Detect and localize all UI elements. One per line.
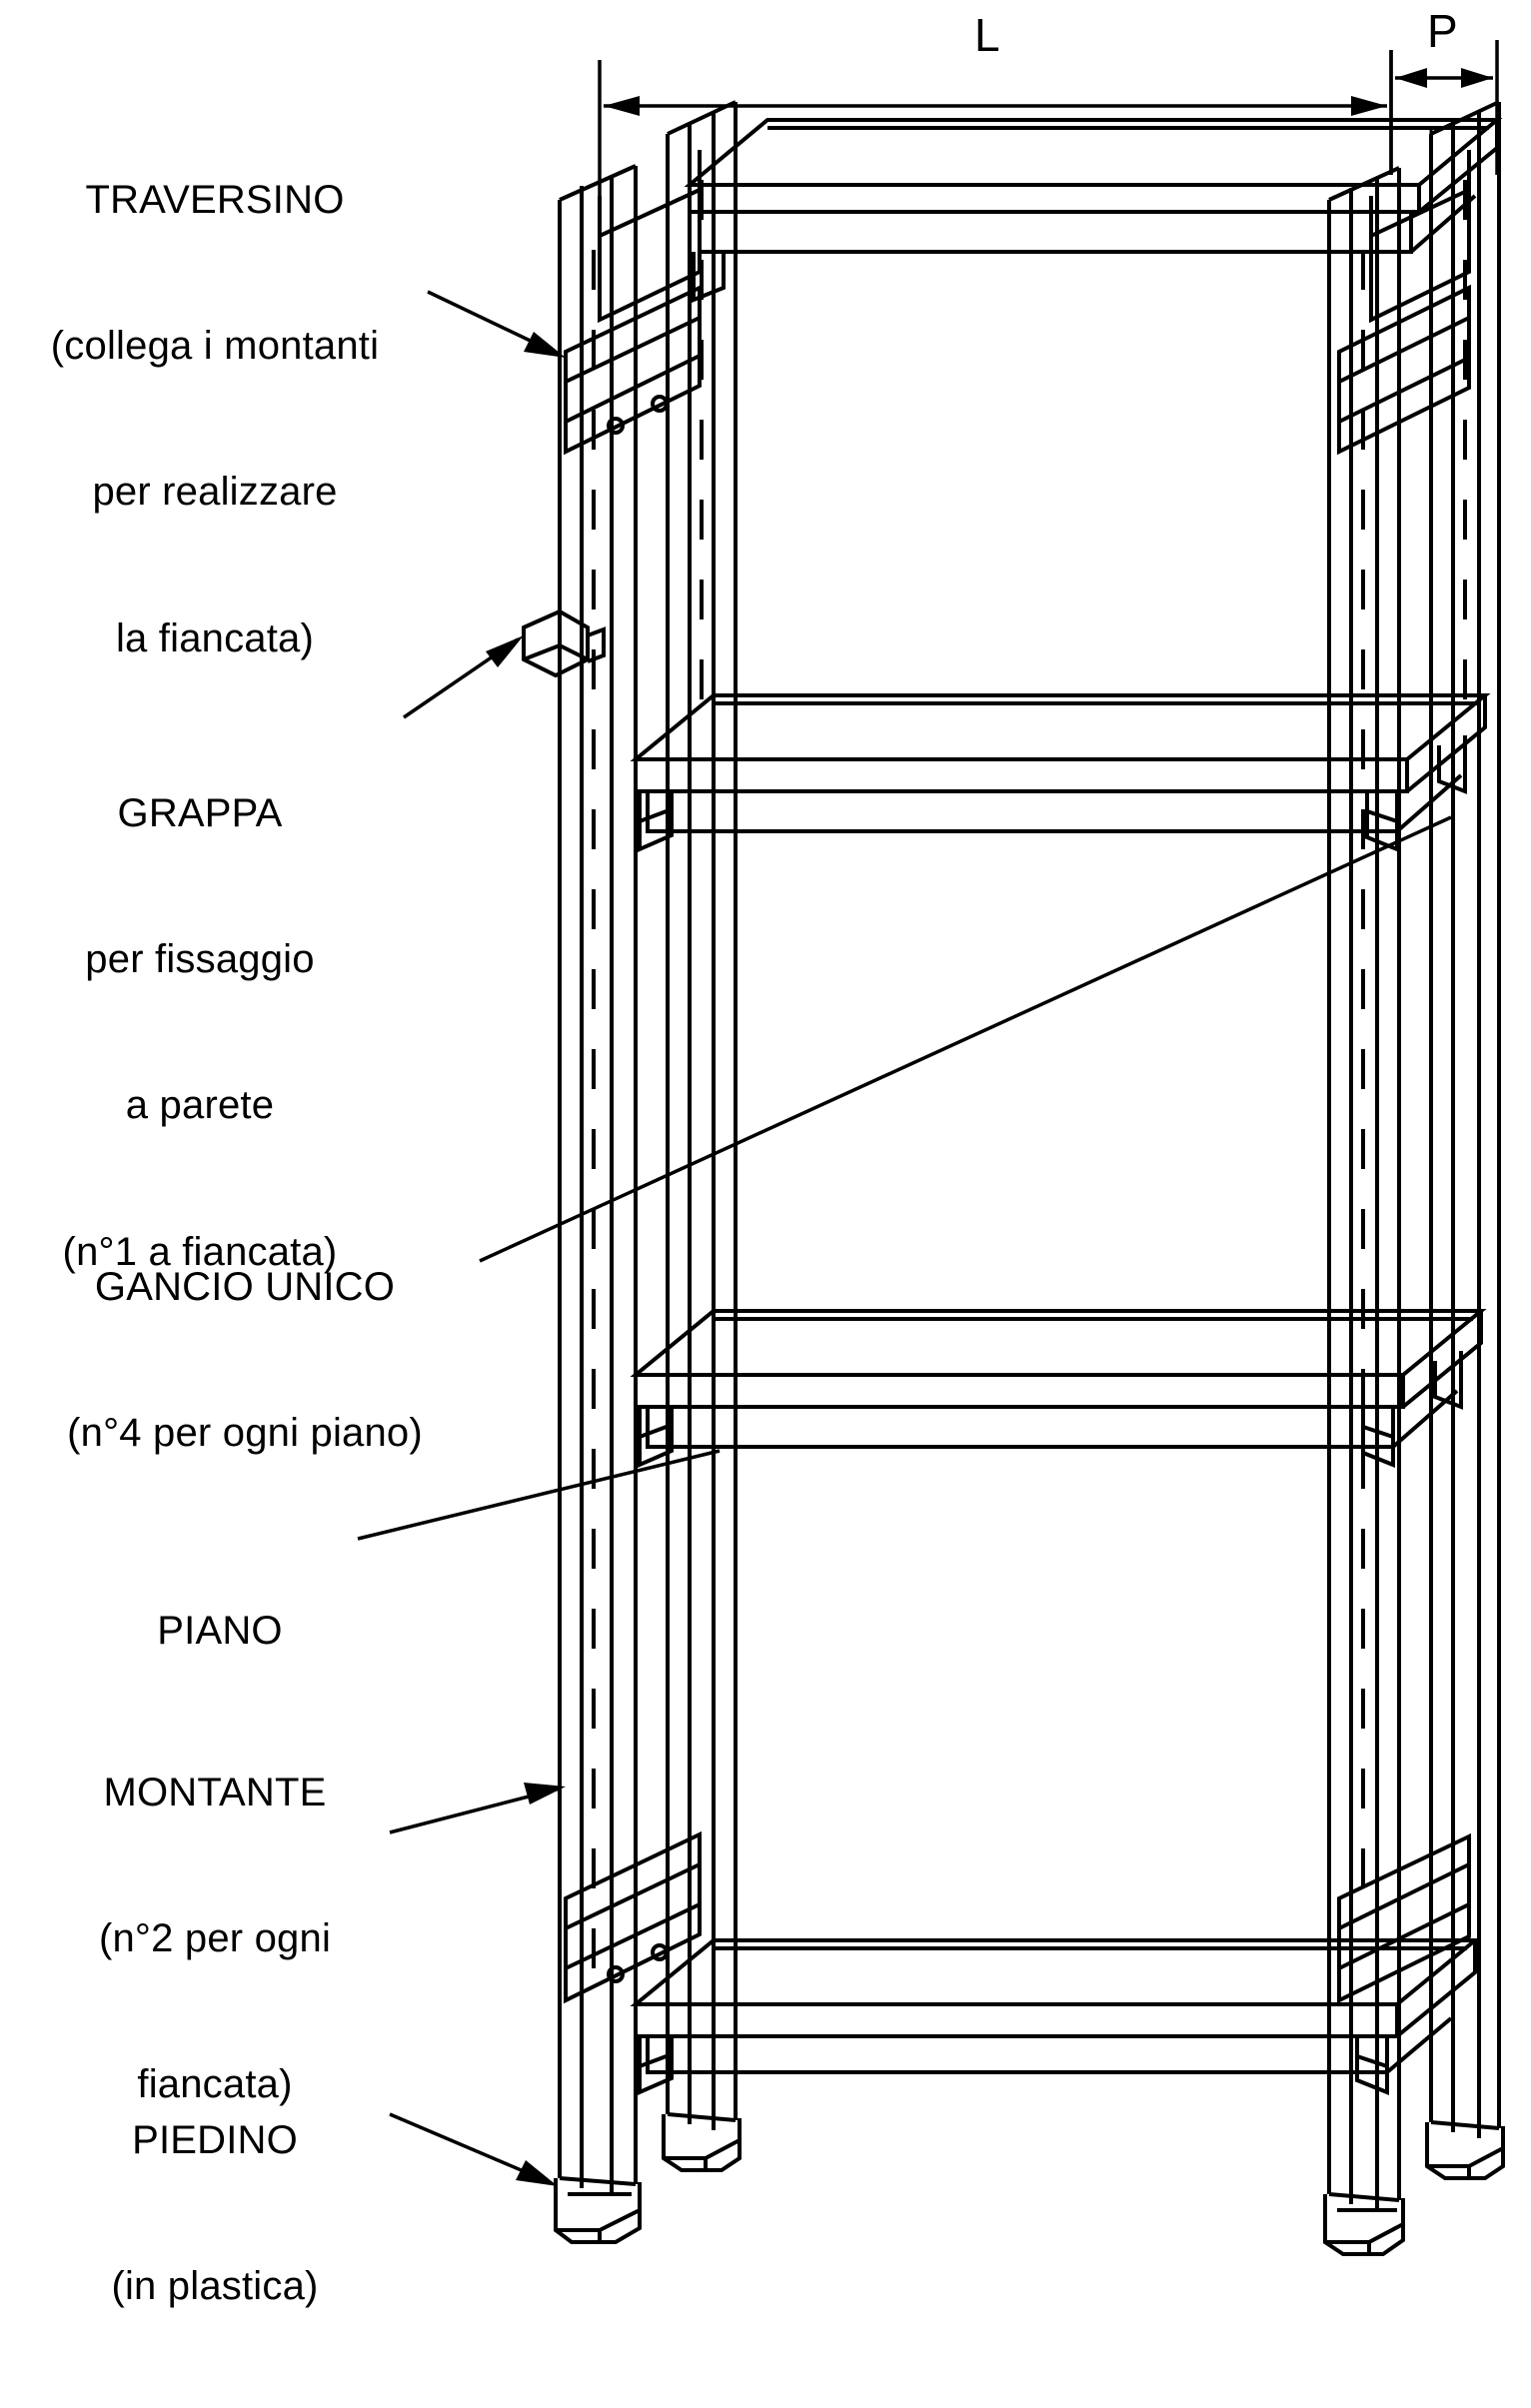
piedino-rear-left — [664, 2114, 740, 2170]
dimension-line-width — [600, 50, 1391, 200]
callout-traversino — [0, 78, 430, 760]
leader-traversino — [428, 292, 566, 358]
callout-grappa-line-2: per fissaggio — [85, 936, 315, 981]
callout-piedino-line-1: PIEDINO — [132, 2117, 298, 2162]
leader-montante — [390, 1783, 566, 1832]
traversino-top-left — [566, 150, 700, 452]
callout-gancio-unico — [0, 1165, 490, 1555]
piedino-rear-right — [1427, 2122, 1503, 2178]
shelf-third — [636, 1311, 1481, 1447]
traversino-top-right — [1339, 150, 1469, 452]
gancio-unico-hooks — [640, 252, 1465, 2092]
piedino-front-left — [556, 2178, 640, 2242]
callout-gancio-line-2: (n°4 per ogni piano) — [67, 1410, 423, 1455]
traversino-bottom-left — [566, 1834, 700, 2000]
piedino-front-right — [1325, 2194, 1403, 2254]
callout-gancio-line-1: GANCIO UNICO — [94, 1264, 396, 1309]
callout-piedino — [40, 2018, 390, 2408]
callout-traversino-line-2: (collega i montanti — [50, 323, 380, 368]
callout-montante-line-2: (n°2 per ogni — [98, 1915, 332, 1960]
shelf-second — [636, 695, 1485, 831]
callout-traversino-line-4: la fiancata) — [115, 615, 315, 660]
callout-traversino-line-1: TRAVERSINO — [85, 177, 345, 222]
leader-piedino — [390, 2114, 558, 2186]
rear-frame-edges — [736, 128, 1431, 2122]
callout-traversino-line-3: per realizzare — [92, 470, 338, 515]
upright-rear-left — [668, 102, 736, 2130]
callout-grappa-line-4: (n°1 a fiancata) — [62, 1229, 338, 1274]
callout-grappa-line-1: GRAPPA — [117, 790, 283, 835]
callout-montante-line-3: fiancata) — [137, 2062, 293, 2107]
callout-piano-line-1: PIANO — [157, 1608, 283, 1653]
leader-gancio — [480, 817, 1451, 1261]
callout-montante-line-1: MONTANTE — [103, 1770, 327, 1814]
dimension-line-depth — [1391, 40, 1497, 175]
dimension-label-width: L — [974, 9, 1000, 61]
callout-piedino-line-2: (in plastica) — [111, 2263, 319, 2308]
dimension-label-depth: P — [1427, 5, 1458, 57]
upright-front-left — [560, 166, 636, 2194]
callout-grappa-line-3: a parete — [125, 1083, 275, 1128]
traversino-bottom-right — [1339, 1836, 1469, 2000]
upright-rear-right — [1431, 102, 1499, 2138]
